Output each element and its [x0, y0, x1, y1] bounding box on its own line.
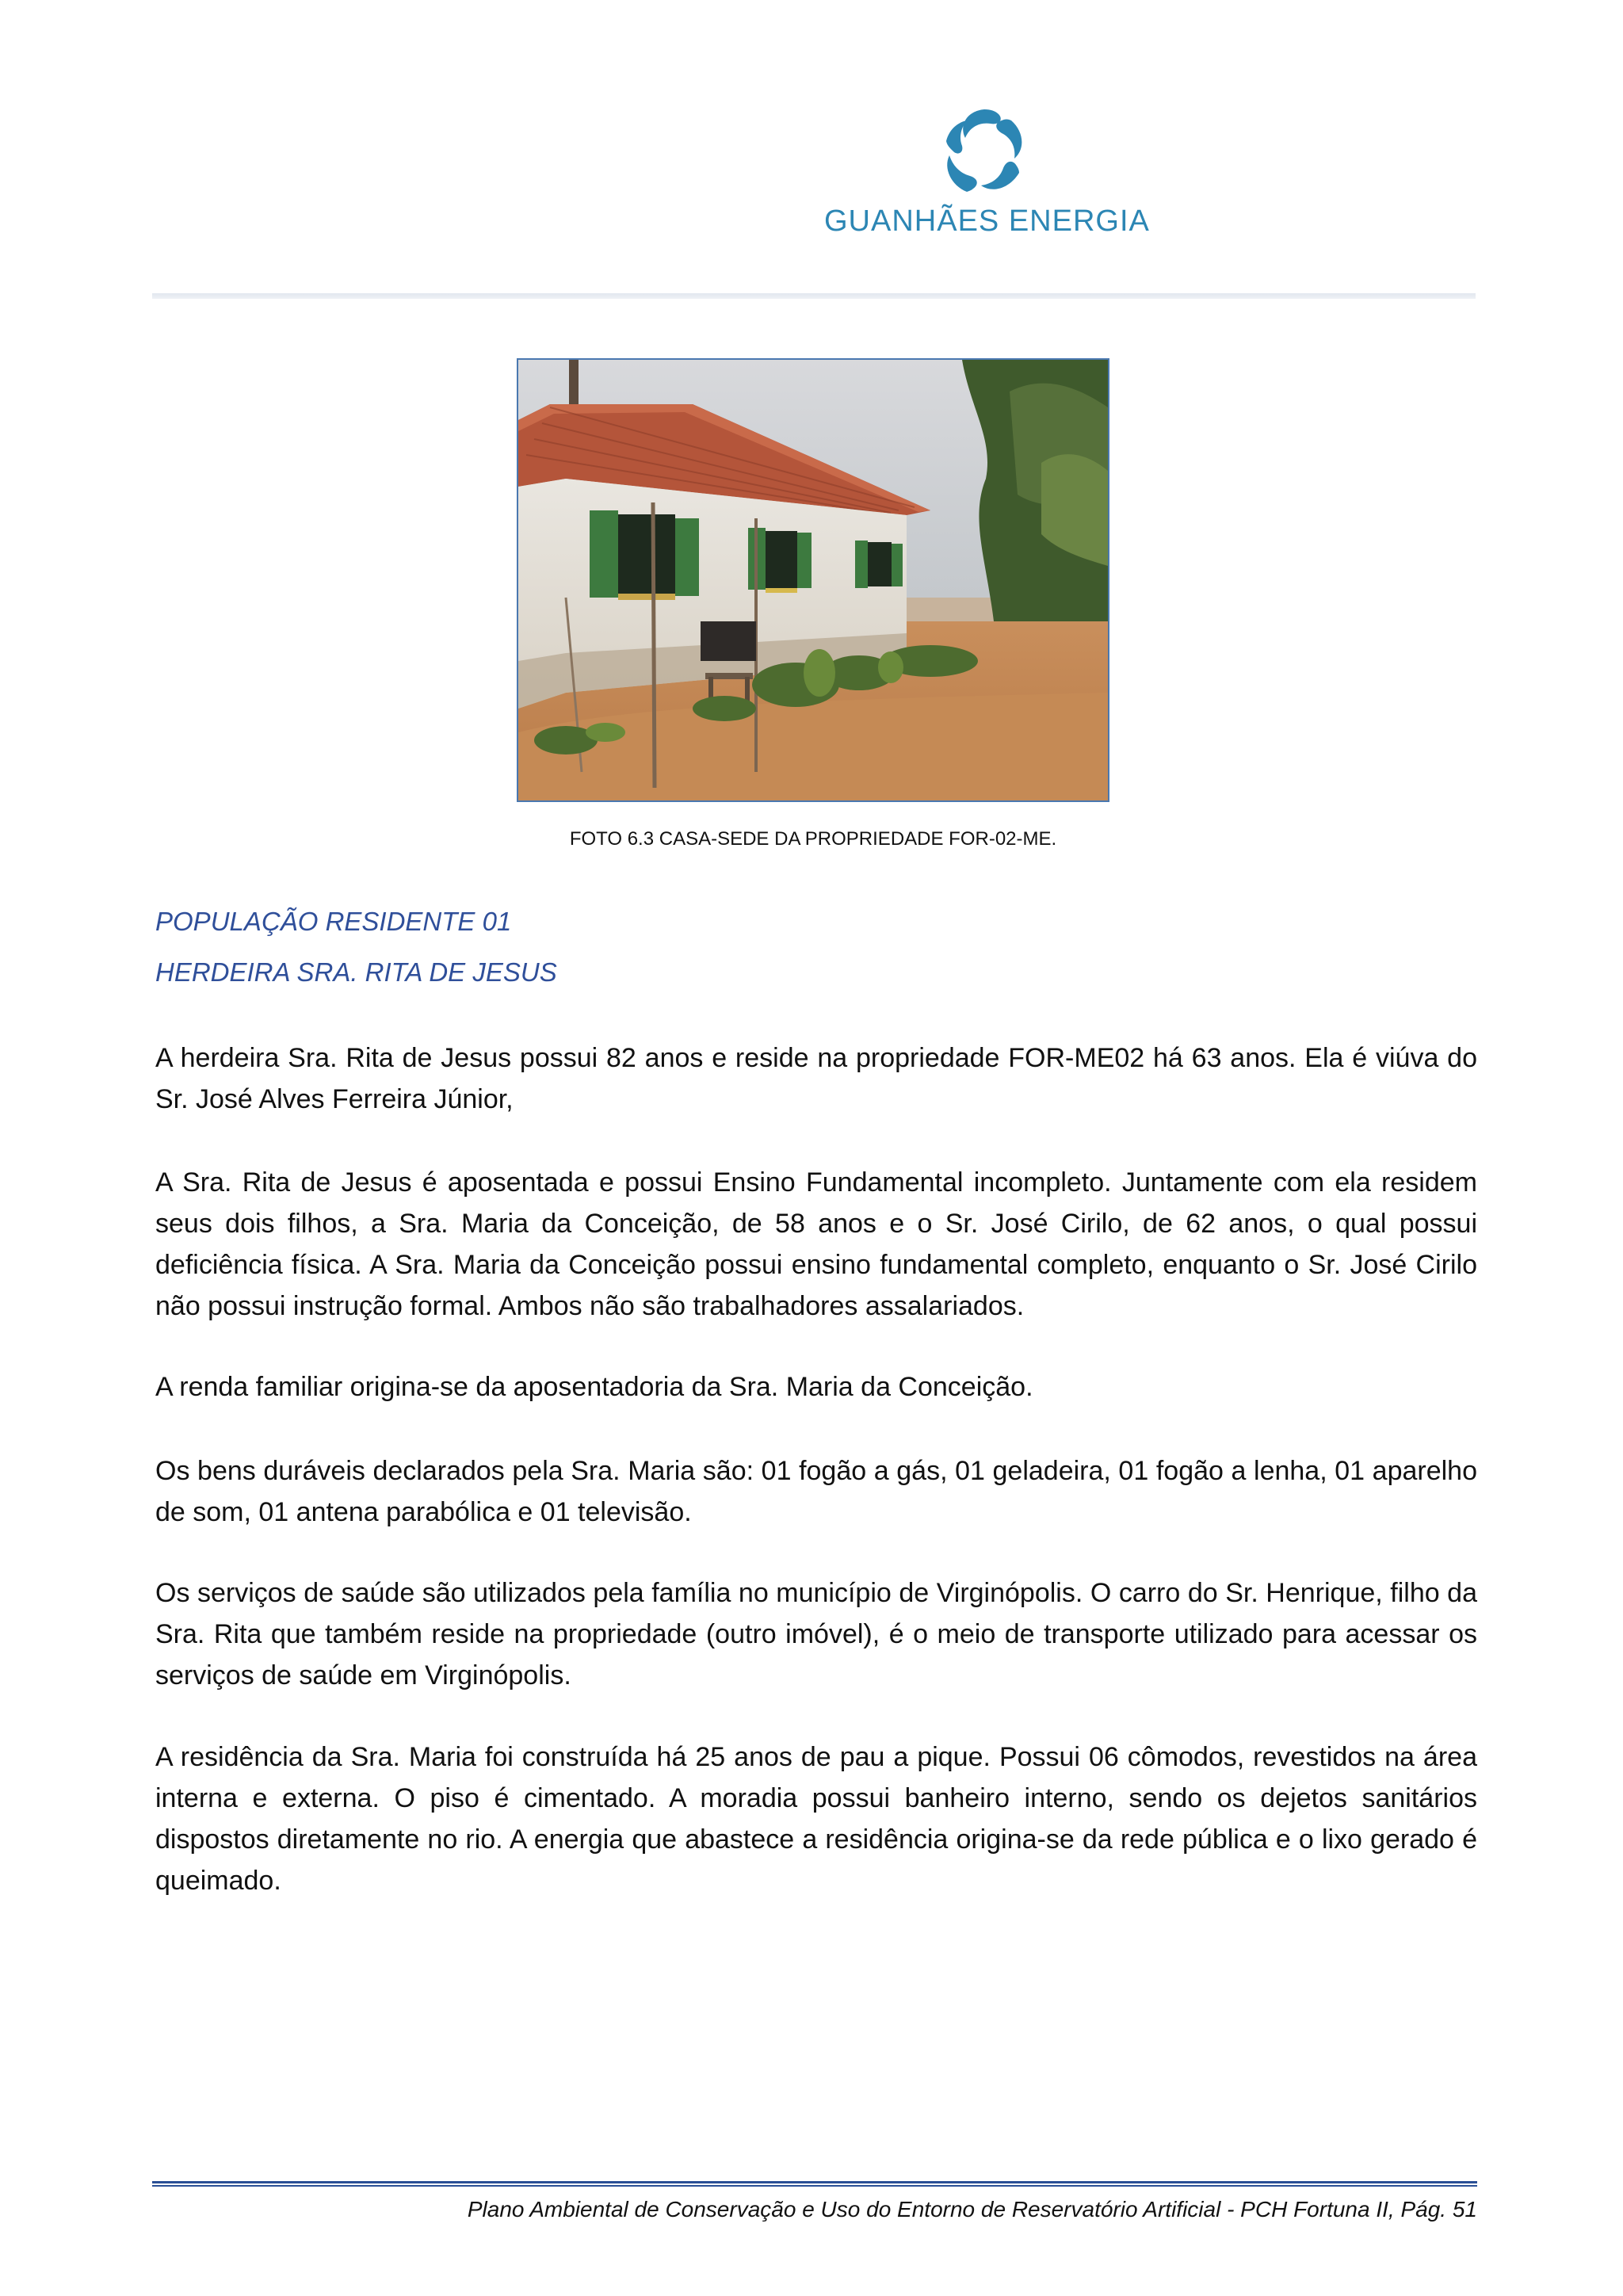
section-subheading: HERDEIRA SRA. RITA DE JESUS [155, 957, 557, 987]
brand-name: GUANHÃES ENERGIA [824, 204, 1150, 238]
house-photo [517, 358, 1109, 802]
body-paragraph: A Sra. Rita de Jesus é aposentada e possui Ensino Fundamental incompleto. Juntamente com ela residem seus dois filhos, a Sra. Maria da Conceição, de 58 anos e o Sr. José Cirilo, de 62 anos, o qual possui deficiência física. A Sra. Maria da Conceição possui ensino fundamental completo, enquanto o Sr. José Cirilo não possui instrução formal. Ambos não são trabalhadores assalariados. [155, 1167, 1477, 1321]
body-paragraph: A herdeira Sra. Rita de Jesus possui 82 anos e reside na propriedade FOR-ME02 há 63 anos. Ela é viúva do Sr. José Alves Ferreira Júnior, [155, 1043, 1477, 1114]
guanhaes-logo-icon [935, 103, 1038, 206]
body-paragraph: Os serviços de saúde são utilizados pela família no município de Virginópolis. O carro do Sr. Henrique, filho da Sra. Rita que também reside na propriedade (outro imóvel), é o meio de transporte utilizado para acessar os serviços de saúde em Virginópolis. [155, 1578, 1477, 1690]
page-footer: Plano Ambiental de Conservação e Uso do Entorno de Reservatório Artificial - PCH Fortuna II, Pág. 51 [467, 2197, 1477, 2222]
body-paragraph: A renda familiar origina-se da aposentadoria da Sra. Maria da Conceição. [155, 1372, 1033, 1402]
body-paragraph: A residência da Sra. Maria foi construída há 25 anos de pau a pique. Possui 06 cômodos, revestidos na área interna e externa. O piso é cimentado. A moradia possui banheiro interno, sendo os dejetos sanitários dispostos diretamente no rio. A energia que abastece a residência origina-se da rede pública e o lixo gerado é queimado. [155, 1742, 1477, 1896]
house-photo-illustration [518, 360, 1108, 800]
footer-divider [152, 2181, 1477, 2187]
header-divider [152, 293, 1476, 299]
company-logo [824, 103, 1150, 246]
photo-caption: FOTO 6.3 CASA-SEDE DA PROPRIEDADE FOR-02-ME. [569, 828, 1057, 850]
body-paragraph: Os bens duráveis declarados pela Sra. Maria são: 01 fogão a gás, 01 geladeira, 01 fogão a lenha, 01 aparelho de som, 01 antena parabólica e 01 televisão. [155, 1456, 1477, 1527]
section-heading: POPULAÇÃO RESIDENTE 01 [155, 907, 512, 936]
